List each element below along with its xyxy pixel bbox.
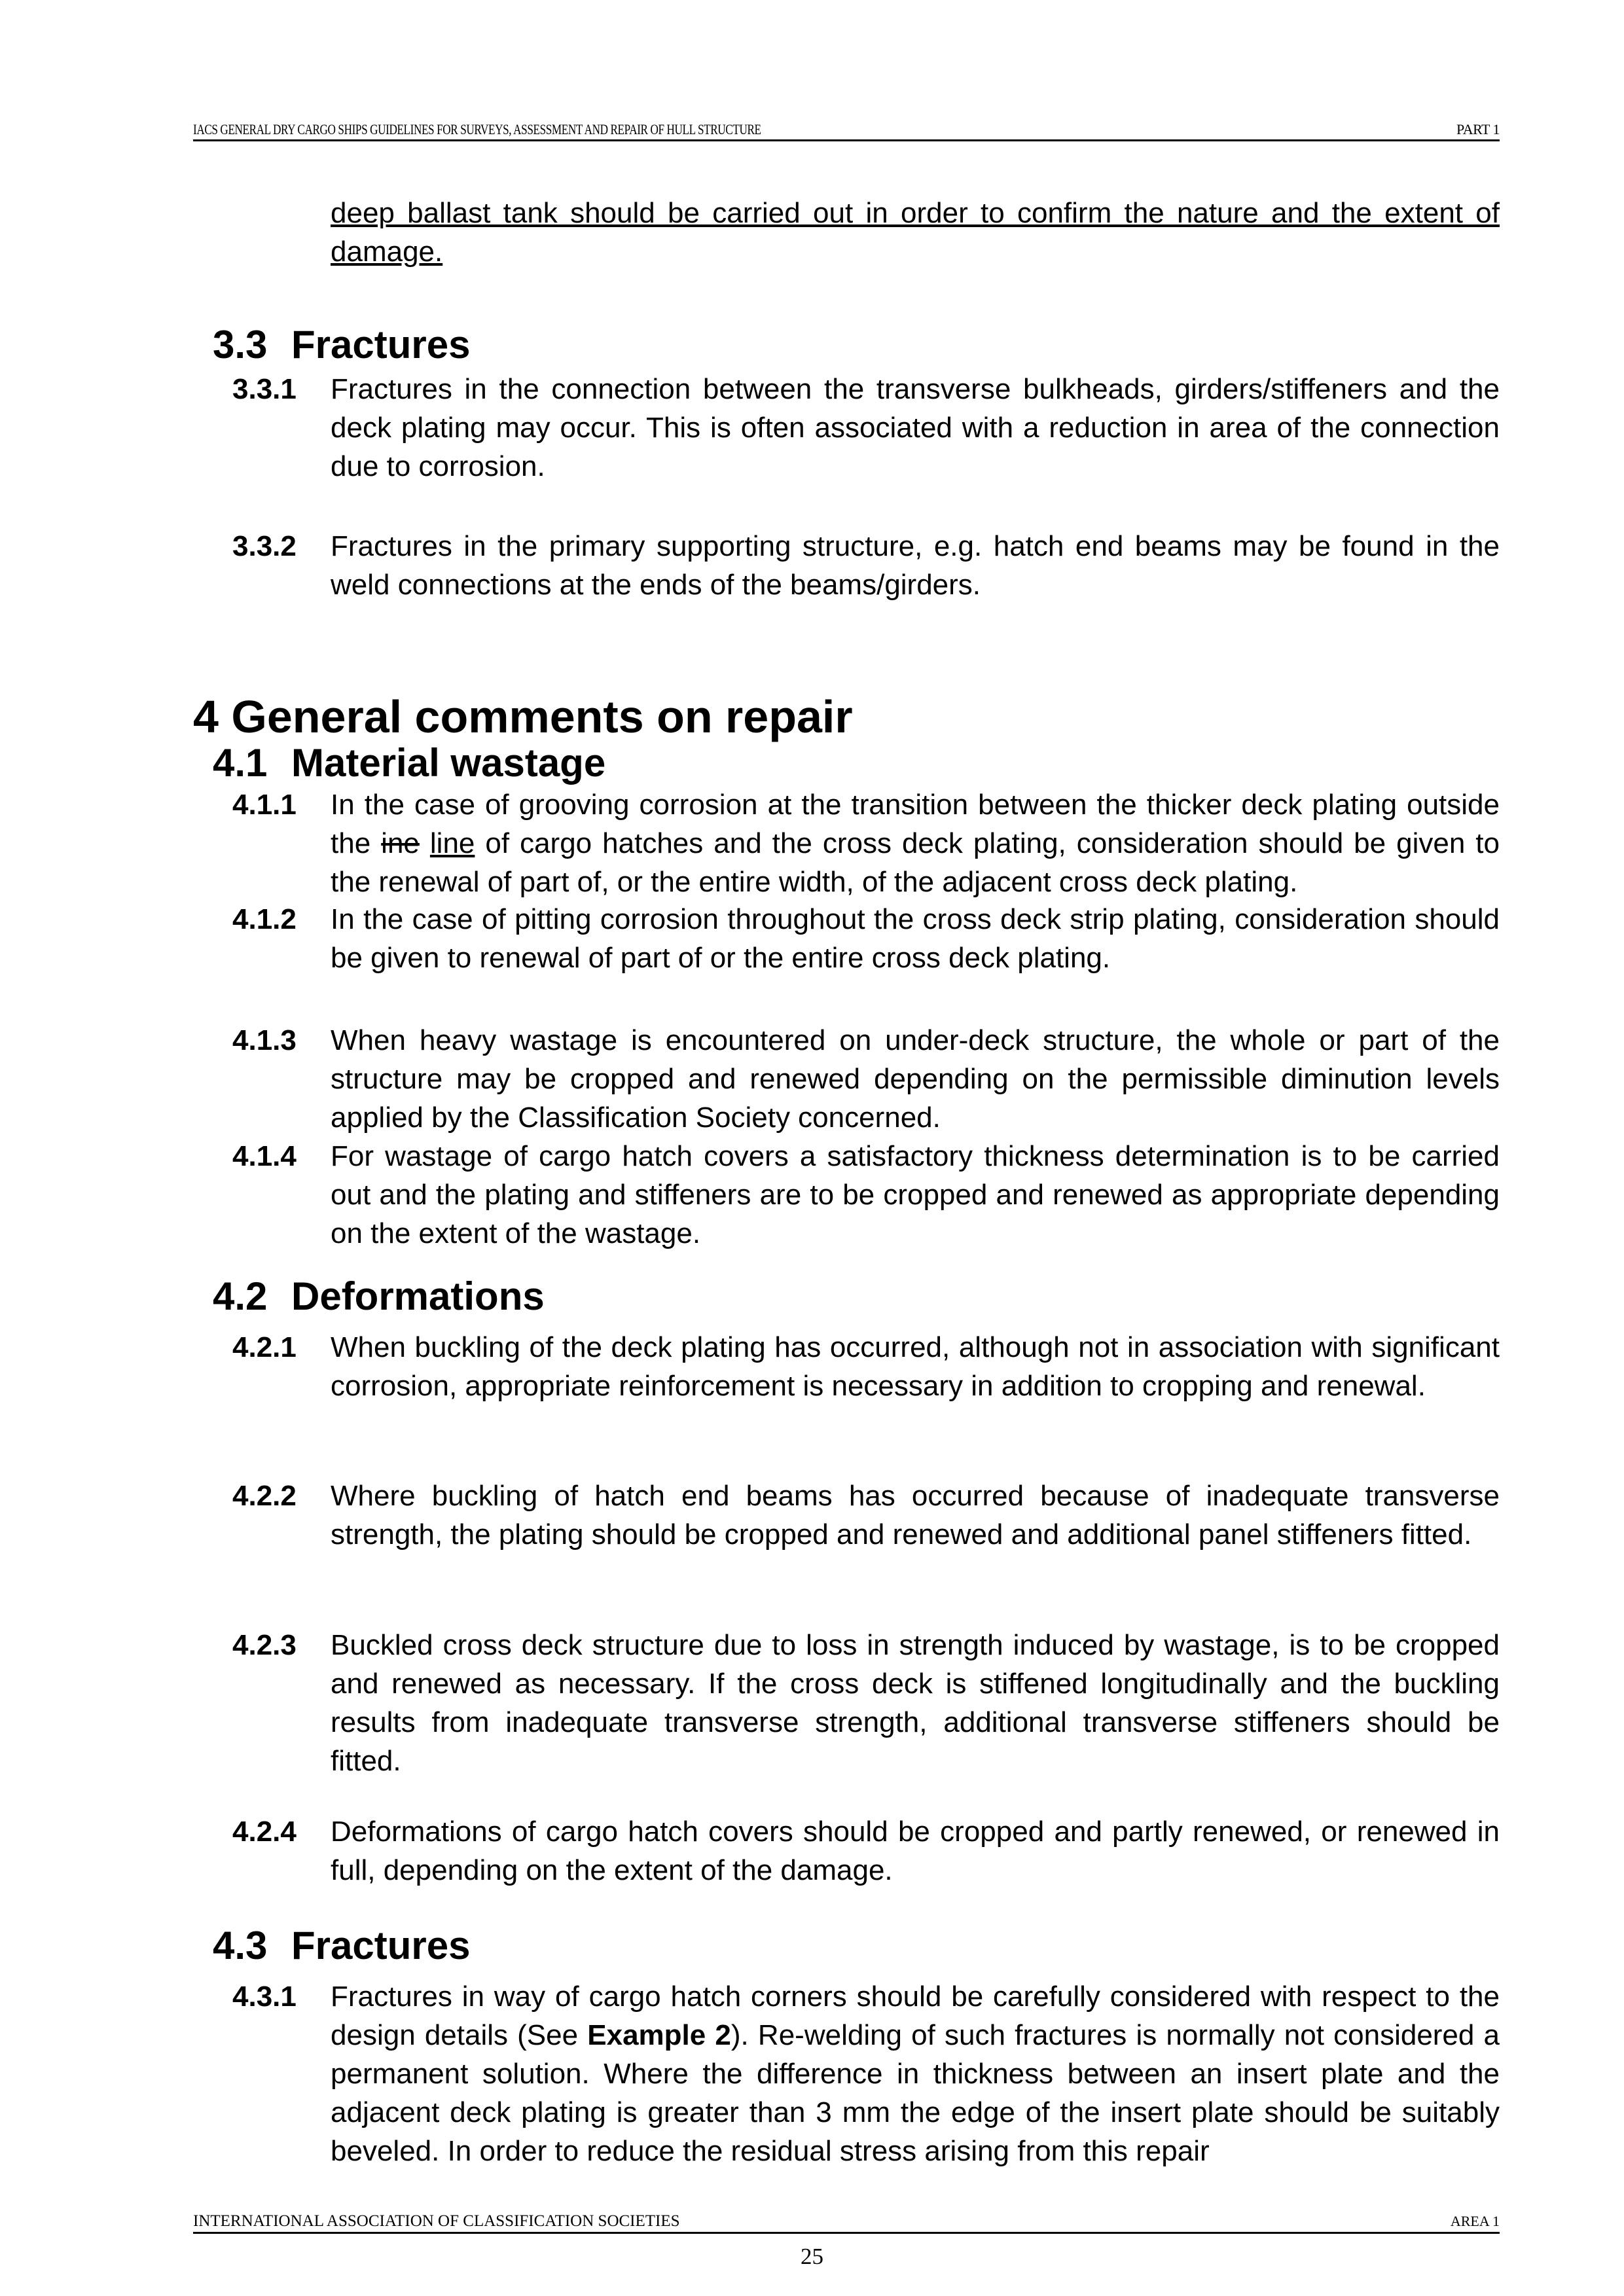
clause-number: 3.3.1 — [232, 373, 297, 405]
header-title: IACS GENERAL DRY CARGO SHIPS GUIDELINES FOR SURVEYS, ASSESSMENT AND REPAIR OF HULL STRUCTURE — [193, 121, 761, 137]
section-number: 4.2 — [213, 1274, 268, 1318]
clause-number: 4.2.1 — [232, 1331, 297, 1363]
clause-text: Buckled cross deck structure due to loss in strength induced by wastage, is to be cropped and renewed as necessary. If the cross deck is stiffened longitudinally and the buckling results from inadequate transverse strength, additional transverse stiffeners should be fitted. — [331, 1629, 1500, 1777]
footer-organization: INTERNATIONAL ASSOCIATION OF CLASSIFICATION SOCIETIES — [193, 2212, 680, 2230]
clause-number: 4.1.1 — [232, 789, 297, 821]
continuation-paragraph: deep ballast tank should be carried out in order to confirm the nature and the extent of damage. — [331, 197, 1500, 268]
clause-number: 3.3.2 — [232, 530, 297, 562]
page-header — [193, 120, 1500, 141]
clause-text — [331, 785, 1500, 901]
section-title: Fractures — [291, 323, 471, 367]
section-title: Fractures — [291, 1924, 471, 1967]
section-title: Deformations — [291, 1274, 545, 1318]
clause-text: Deformations of cargo hatch covers should be cropped and partly renewed, or renewed in full, depending on the extent of the damage. — [331, 1816, 1500, 1886]
footer-area: AREA 1 — [1450, 2213, 1500, 2229]
section-number: 4.1 — [213, 741, 268, 785]
chapter-4-heading: 4 General comments on repair — [193, 691, 853, 742]
example-reference: Example 2 — [587, 2019, 731, 2051]
clause-text: For wastage of cargo hatch covers a satisfactory thickness determination is to be carried out and the plating and stiffeners are to be cropped and renewed as appropriate depending on the extent of the wastage. — [331, 1140, 1500, 1249]
clause-text — [331, 1977, 1500, 2170]
clause-number: 4.2.4 — [232, 1816, 297, 1848]
header-part: PART 1 — [1456, 121, 1500, 137]
page-footer — [193, 2212, 1500, 2234]
clause-number: 4.2.3 — [232, 1629, 297, 1661]
clause-text: In the case of pitting corrosion throughout the cross deck strip plating, consideration should be given to renewal of part of or the entire cross deck plating. — [331, 903, 1500, 974]
clause-text-part: In the case of grooving corrosion at the transition between the thicker deck plating outside the — [331, 789, 1500, 859]
clause-number: 4.1.3 — [232, 1024, 297, 1056]
clause-number: 4.3.1 — [232, 1981, 297, 2013]
clause-text-part: ). Re-welding of such fractures is normally not considered a permanent solution. Where the difference in thickness between an insert plate and the adjacent deck plating is greater than 3 mm the edge of the insert plate should be suitably beveled. In order to reduce the residual stress arising from this repair — [331, 2019, 1500, 2167]
section-4-1-heading — [213, 740, 605, 786]
clause-text: When heavy wastage is encountered on under-deck structure, the whole or part of the structure may be cropped and renewed depending on the permissible diminution levels applied by the Classification Society concerned. — [331, 1024, 1500, 1134]
section-3-3-heading — [213, 322, 470, 368]
clause-number: 4.1.4 — [232, 1140, 297, 1172]
section-4-3-heading — [213, 1923, 470, 1969]
clause-text: Fractures in the connection between the transverse bulkheads, girders/stiffeners and the deck plating may occur. This is often associated with a reduction in area of the connection due to corrosion. — [331, 373, 1500, 482]
section-number: 4.3 — [213, 1924, 268, 1967]
clause-text-part: of cargo hatches and the cross deck plating, consideration should be given to the renewal of part of, or the entire width, of the adjacent cross deck plating. — [331, 827, 1500, 898]
clause-text: Where buckling of hatch end beams has occurred because of inadequate transverse strength, the plating should be cropped and renewed and additional panel stiffeners fitted. — [331, 1480, 1500, 1551]
page-number: 25 — [801, 2244, 823, 2269]
section-title: Material wastage — [291, 741, 606, 785]
section-4-2-heading — [213, 1274, 545, 1319]
clause-number: 4.2.2 — [232, 1480, 297, 1512]
inserted-text: line — [429, 827, 475, 859]
deleted-text: ine — [381, 827, 420, 859]
clause-text-part: Fractures in way of cargo hatch corners should be carefully considered with respect to the design details (See — [331, 1981, 1500, 2051]
section-number: 3.3 — [213, 323, 268, 367]
clause-text: Fractures in the primary supporting structure, e.g. hatch end beams may be found in the weld connections at the ends of the beams/girders. — [331, 530, 1500, 601]
clause-text: When buckling of the deck plating has occurred, although not in association with significant corrosion, appropriate reinforcement is necessary in addition to cropping and renewal. — [331, 1331, 1500, 1402]
clause-number: 4.1.2 — [232, 903, 297, 935]
